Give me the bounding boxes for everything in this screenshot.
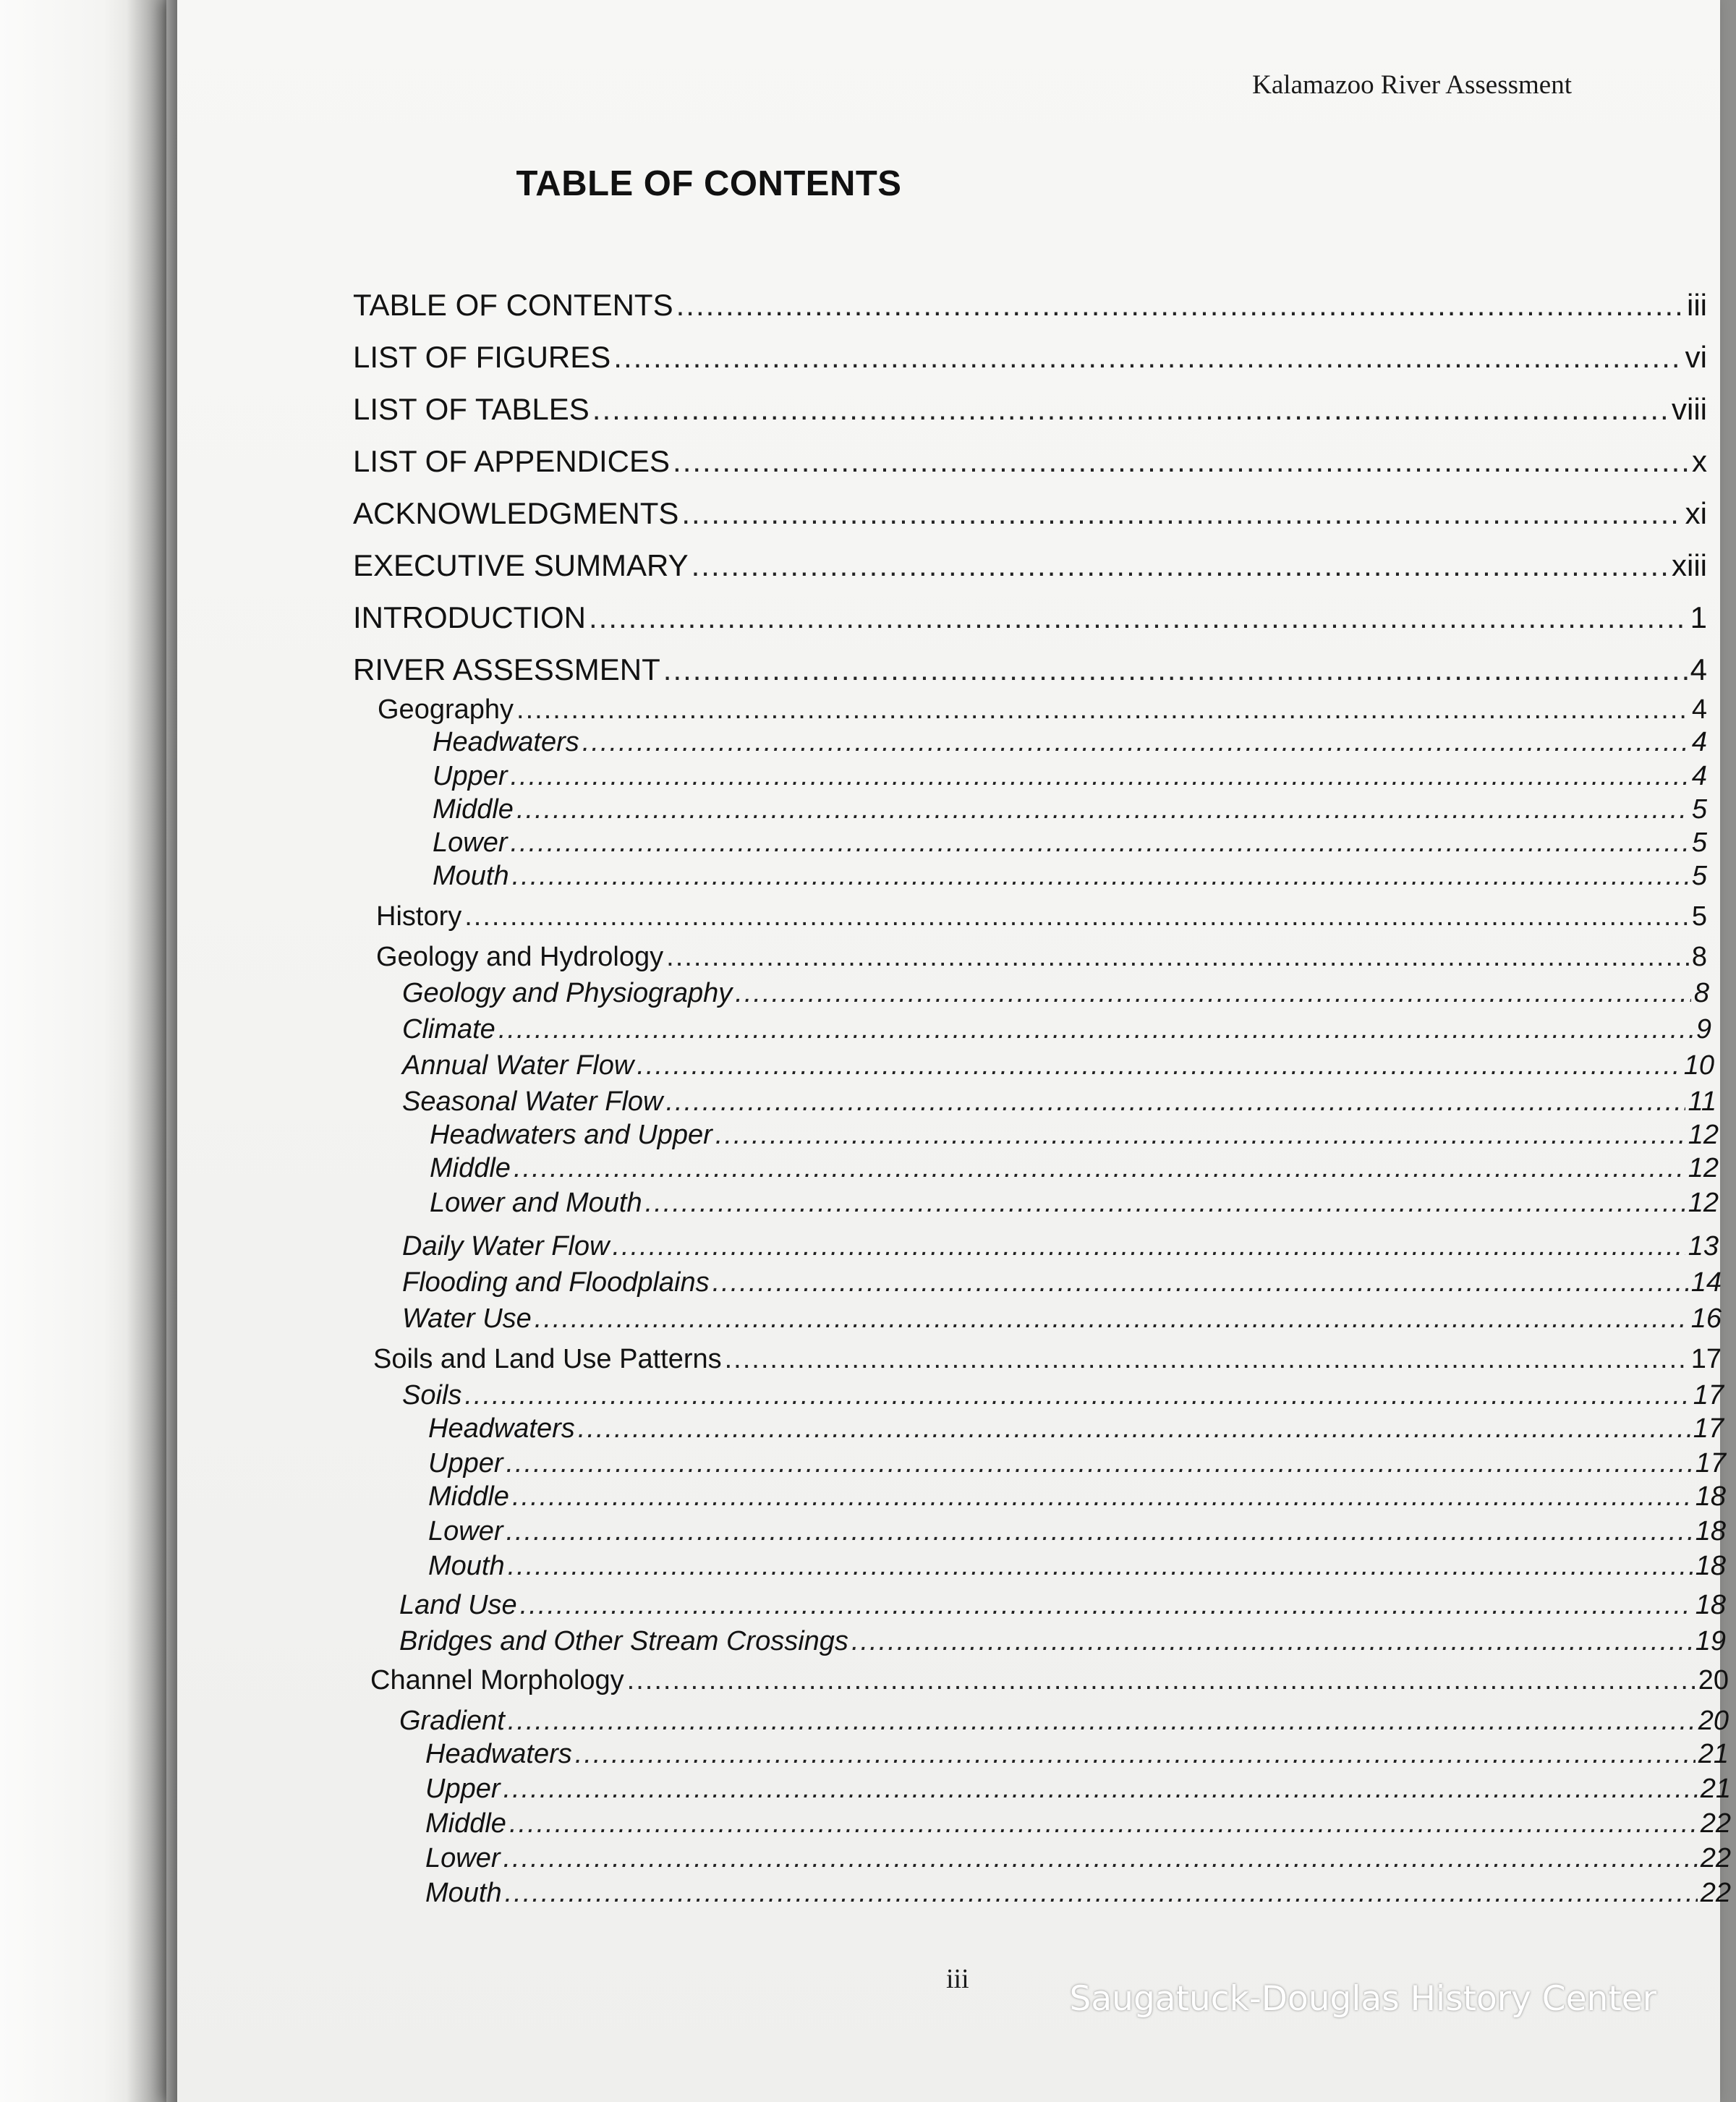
toc-entry[interactable]: [399, 1706, 1729, 1737]
toc-entry[interactable]: [376, 942, 1707, 973]
toc-entry-page: 17: [1693, 1413, 1724, 1444]
toc-entry-label: LIST OF FIGURES: [353, 340, 611, 374]
toc-entry-page: xiii: [1672, 548, 1707, 582]
toc-entry-page: xi: [1685, 496, 1707, 530]
toc-entry[interactable]: [402, 1267, 1722, 1298]
toc-entry[interactable]: [433, 727, 1707, 758]
toc-entry[interactable]: [353, 340, 1707, 375]
watermark: Saugatuck-Douglas History Center: [1069, 1979, 1656, 2019]
dot-leader: [673, 444, 1689, 479]
toc-entry-page: 5: [1691, 901, 1707, 932]
dot-leader: [612, 1231, 1685, 1262]
dot-leader: [516, 694, 1689, 726]
dot-leader: [627, 1665, 1695, 1696]
dot-leader: [578, 1413, 1690, 1444]
toc-entry-page: 19: [1695, 1626, 1726, 1656]
dot-leader: [637, 1050, 1680, 1081]
toc-entry-page: 5: [1691, 861, 1707, 891]
toc-entry-page: 17: [1693, 1380, 1724, 1410]
toc-entry-page: 4: [1691, 727, 1707, 757]
toc-entry-page: 21: [1700, 1774, 1731, 1804]
toc-entry-label: Climate: [402, 1014, 495, 1044]
toc-entry-label: Lower: [425, 1843, 501, 1873]
dot-leader: [592, 392, 1669, 427]
dot-leader: [511, 827, 1689, 859]
dot-leader: [589, 600, 1688, 635]
toc-entry-label: Land Use: [399, 1590, 517, 1620]
dot-leader: [666, 942, 1689, 973]
book-gutter: [127, 0, 177, 2102]
toc-entry-label: Headwaters: [428, 1413, 575, 1444]
toc-entry-label: ACKNOWLEDGMENTS: [353, 496, 679, 530]
toc-entry-page: viii: [1672, 392, 1707, 426]
toc-entry[interactable]: [353, 652, 1707, 687]
dot-leader: [514, 1153, 1685, 1184]
toc-entry-page: 13: [1688, 1231, 1719, 1261]
toc-entry[interactable]: [370, 1665, 1729, 1696]
toc-entry-label: Upper: [433, 761, 508, 791]
toc-entry[interactable]: [433, 761, 1707, 792]
toc-entry-page: 16: [1690, 1303, 1722, 1334]
dot-leader: [735, 978, 1691, 1009]
toc-entry-label: Upper: [428, 1448, 503, 1478]
toc-entry[interactable]: [353, 600, 1707, 635]
toc-entry-page: 4: [1691, 761, 1707, 791]
dot-leader: [582, 727, 1689, 758]
toc-entry-label: Soils and Land Use Patterns: [373, 1344, 722, 1374]
dot-leader: [725, 1344, 1688, 1375]
dot-leader: [712, 1267, 1688, 1298]
toc-entry-label: Middle: [428, 1481, 509, 1512]
toc-entry[interactable]: [402, 1303, 1722, 1335]
toc-entry[interactable]: [428, 1481, 1726, 1512]
toc-entry[interactable]: [353, 288, 1707, 323]
toc-entry[interactable]: [402, 1086, 1716, 1118]
toc-entry-label: History: [376, 901, 462, 932]
dot-leader: [535, 1303, 1688, 1335]
page-number: iii: [946, 1964, 969, 1994]
toc-entry-page: 11: [1688, 1086, 1716, 1117]
toc-entry[interactable]: [399, 1590, 1726, 1621]
dot-leader: [498, 1014, 1693, 1045]
toc-entry[interactable]: [430, 1188, 1719, 1219]
toc-entry[interactable]: [373, 1344, 1722, 1375]
toc-entry[interactable]: [430, 1120, 1719, 1151]
toc-entry[interactable]: [428, 1413, 1724, 1444]
toc-entry-page: 22: [1700, 1878, 1731, 1908]
toc-entry[interactable]: [402, 1231, 1719, 1262]
toc-entry-page: 12: [1688, 1153, 1719, 1183]
dot-leader: [663, 652, 1688, 687]
toc-entry-label: Flooding and Floodplains: [402, 1267, 710, 1298]
page-title: TABLE OF CONTENTS: [516, 164, 902, 203]
dot-leader: [676, 288, 1684, 323]
dot-leader: [520, 1590, 1693, 1621]
toc-entry-label: Geology and Hydrology: [376, 942, 664, 972]
dot-leader: [503, 1843, 1698, 1874]
toc-entry-page: 18: [1695, 1590, 1726, 1620]
dot-leader: [503, 1774, 1698, 1805]
toc-entry-page: 8: [1691, 942, 1707, 972]
document-page: [166, 0, 1731, 2102]
toc-entry-label: Annual Water Flow: [402, 1050, 634, 1081]
dot-leader: [512, 1481, 1693, 1512]
toc-entry[interactable]: [425, 1739, 1729, 1770]
toc-entry-label: Mouth: [428, 1551, 505, 1581]
dot-leader: [645, 1188, 1685, 1219]
toc-entry-label: Geography: [378, 694, 514, 725]
toc-entry-label: Seasonal Water Flow: [402, 1086, 663, 1117]
toc-entry[interactable]: [353, 444, 1707, 479]
toc-entry-page: 17: [1690, 1344, 1722, 1374]
toc-entry-page: iii: [1687, 288, 1707, 322]
toc-entry-label: EXECUTIVE SUMMARY: [353, 548, 689, 582]
toc-entry-page: 18: [1695, 1551, 1726, 1581]
toc-entry-label: Bridges and Other Stream Crossings: [399, 1626, 848, 1656]
dot-leader: [681, 496, 1682, 531]
toc-entry-label: Mouth: [433, 861, 509, 891]
dot-leader: [506, 1516, 1693, 1547]
toc-entry-page: 8: [1693, 978, 1709, 1008]
toc-entry-page: 22: [1700, 1808, 1731, 1839]
toc-entry-page: 10: [1683, 1050, 1714, 1081]
toc-entry[interactable]: [378, 694, 1707, 726]
toc-entry-page: 4: [1690, 652, 1707, 686]
dot-leader: [505, 1878, 1698, 1909]
toc-entry-page: 21: [1698, 1739, 1729, 1769]
toc-entry[interactable]: [425, 1843, 1731, 1874]
dot-leader: [613, 340, 1682, 375]
toc-entry-label: Middle: [433, 794, 514, 825]
toc-entry[interactable]: [353, 392, 1707, 427]
toc-entry[interactable]: [430, 1153, 1719, 1184]
toc-entry[interactable]: [428, 1551, 1726, 1582]
toc-entry[interactable]: [428, 1448, 1726, 1479]
toc-entry-page: 5: [1691, 827, 1707, 858]
toc-entry[interactable]: [376, 901, 1707, 932]
toc-entry[interactable]: [353, 496, 1707, 531]
dot-leader: [464, 901, 1689, 932]
toc-entry-label: Headwaters: [433, 727, 579, 757]
toc-entry-page: vi: [1685, 340, 1707, 374]
toc-entry-label: Headwaters and Upper: [430, 1120, 712, 1150]
toc-entry-page: 22: [1700, 1843, 1731, 1873]
toc-entry-label: Lower: [433, 827, 508, 858]
toc-entry-page: 17: [1695, 1448, 1726, 1478]
dot-leader: [464, 1380, 1690, 1411]
toc-entry[interactable]: [433, 861, 1707, 892]
toc-entry-label: Water Use: [402, 1303, 532, 1334]
toc-entry[interactable]: [402, 1050, 1714, 1081]
dot-leader: [715, 1120, 1685, 1151]
dot-leader: [511, 761, 1689, 792]
dot-leader: [508, 1706, 1695, 1737]
toc-entry[interactable]: [425, 1878, 1731, 1909]
dot-leader: [516, 794, 1689, 825]
toc-entry-label: RIVER ASSESSMENT: [353, 652, 660, 686]
toc-entry-label: Mouth: [425, 1878, 502, 1908]
running-header: Kalamazoo River Assessment: [1252, 70, 1572, 100]
dot-leader: [509, 1808, 1698, 1839]
toc-entry[interactable]: [433, 827, 1707, 859]
dot-leader: [506, 1448, 1693, 1479]
toc-entry-page: 20: [1698, 1665, 1729, 1695]
toc-entry-label: Lower and Mouth: [430, 1188, 642, 1218]
toc-entry[interactable]: [402, 1380, 1724, 1411]
toc-entry-page: 20: [1698, 1706, 1729, 1736]
dot-leader: [575, 1739, 1695, 1770]
toc-entry-label: Soils: [402, 1380, 462, 1410]
toc-entry-label: Middle: [430, 1153, 511, 1183]
toc-entry[interactable]: [433, 794, 1707, 825]
toc-entry-label: Geology and Physiography: [402, 978, 733, 1008]
toc-entry-page: 18: [1695, 1516, 1726, 1546]
toc-entry-page: 5: [1691, 794, 1707, 825]
toc-entry-label: Middle: [425, 1808, 506, 1839]
toc-entry-label: Lower: [428, 1516, 503, 1546]
toc-entry[interactable]: [353, 548, 1707, 583]
dot-leader: [692, 548, 1669, 583]
dot-leader: [665, 1086, 1685, 1118]
toc-entry[interactable]: [425, 1774, 1731, 1805]
toc-entry-label: Channel Morphology: [370, 1665, 624, 1695]
toc-entry-page: 12: [1688, 1120, 1719, 1150]
toc-entry-label: LIST OF TABLES: [353, 392, 590, 426]
toc-entry[interactable]: [428, 1516, 1726, 1547]
toc-entry-page: 1: [1690, 600, 1707, 634]
toc-entry-label: Daily Water Flow: [402, 1231, 610, 1261]
toc-entry-label: TABLE OF CONTENTS: [353, 288, 673, 322]
toc-entry[interactable]: [399, 1626, 1726, 1657]
toc-entry-page: 9: [1695, 1014, 1711, 1044]
toc-entry[interactable]: [425, 1808, 1731, 1839]
toc-entry[interactable]: [402, 1014, 1711, 1045]
toc-entry-page: 14: [1690, 1267, 1722, 1298]
toc-entry-label: Upper: [425, 1774, 501, 1804]
dot-leader: [851, 1626, 1693, 1657]
dot-leader: [512, 861, 1689, 892]
toc-entry[interactable]: [402, 978, 1709, 1009]
toc-entry-label: LIST OF APPENDICES: [353, 444, 671, 478]
toc-entry-page: 18: [1695, 1481, 1726, 1512]
toc-entry-page: 4: [1691, 694, 1707, 725]
toc-entry-label: Headwaters: [425, 1739, 572, 1769]
toc-entry-page: x: [1692, 444, 1707, 478]
dot-leader: [508, 1551, 1693, 1582]
toc-entry-label: Gradient: [399, 1706, 505, 1736]
toc-entry-page: 12: [1688, 1188, 1719, 1218]
toc-entry-label: INTRODUCTION: [353, 600, 586, 634]
